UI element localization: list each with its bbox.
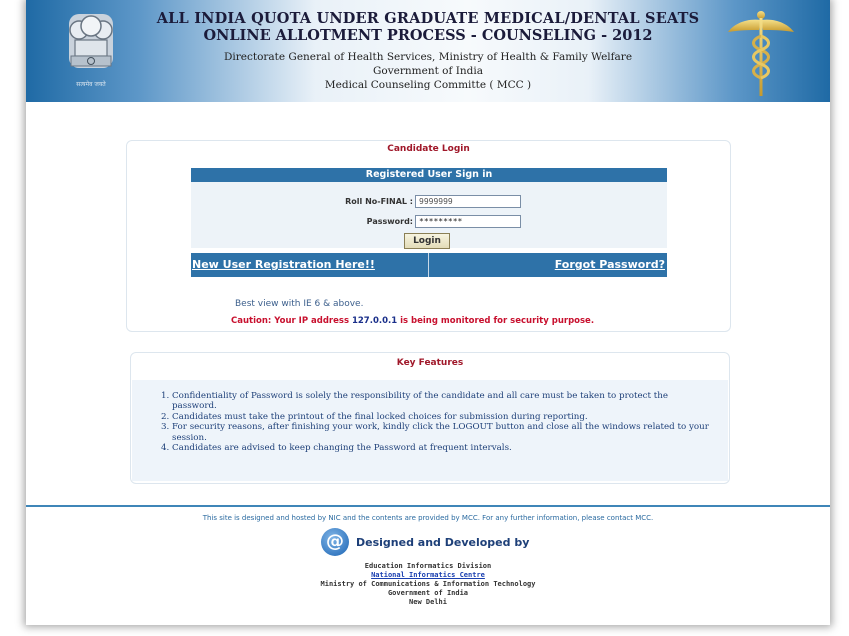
footer-division: Education Informatics Division	[364, 562, 492, 570]
caution-suffix: is being monitored for security purpose.	[397, 316, 595, 326]
roll-no-input[interactable]: 9999999	[415, 195, 521, 208]
at-sign-icon: @	[321, 528, 349, 556]
caution-prefix: Caution: Your IP address	[231, 316, 352, 326]
header-banner	[26, 0, 830, 102]
header-title-line1: ALL INDIA QUOTA UNDER GRADUATE MEDICAL/DENTAL SEATS	[156, 10, 700, 27]
feature-item: 2. Candidates must take the printout of the final locked choices for submission during reporting.	[172, 412, 712, 422]
page-frame	[26, 0, 830, 625]
footer-divider	[26, 505, 830, 507]
caution-ip-address: 127.0.0.1	[351, 316, 398, 326]
header-subtitle-government: Government of India	[373, 65, 483, 77]
footer-city: New Delhi	[409, 598, 447, 606]
sign-in-box	[191, 168, 667, 248]
footer-ministry: Ministry of Communications & Information Technology	[320, 580, 536, 588]
login-button[interactable]: Login	[404, 233, 450, 249]
feature-item: 3. For security reasons, after finishing your work, kindly click the LOGOUT button and close all the windows related to your session.	[172, 422, 712, 443]
key-features-list	[132, 391, 712, 453]
password-input[interactable]: *********	[415, 215, 521, 228]
password-label: Password:	[366, 217, 413, 226]
best-view-note: Best view with IE 6 & above.	[235, 299, 364, 309]
footer-hosting-note: This site is designed and hosted by NIC and the contents are provided by MCC. For any further information, please contact MCC.	[202, 514, 654, 522]
feature-item: 4. Candidates are advised to keep changing the Password at frequent intervals.	[172, 443, 712, 453]
footer-government: Government of India	[387, 589, 469, 597]
candidate-login-panel	[126, 140, 731, 332]
header-title-line2: ONLINE ALLOTMENT PROCESS - COUNSELING - 2012	[203, 27, 653, 44]
footer-nic-link[interactable]	[26, 571, 830, 579]
key-features-body	[132, 380, 728, 481]
header-subtitle-mcc: Medical Counseling Committe ( MCC )	[324, 79, 532, 91]
links-divider	[428, 253, 429, 277]
designed-developed-title: Designed and Developed by	[356, 536, 530, 549]
ip-caution-message	[231, 316, 594, 326]
header-subtitle-ministry: Directorate General of Health Services, Ministry of Health & Family Welfare	[223, 51, 633, 63]
roll-no-label: Roll No-FINAL :	[345, 197, 413, 206]
new-user-registration-link[interactable]: New User Registration Here!!	[192, 258, 375, 271]
account-links-bar	[191, 253, 667, 277]
candidate-login-title: Candidate Login	[387, 144, 470, 154]
emblem-caption: सत्यमेव जयते	[76, 81, 106, 88]
nic-link-text[interactable]: National Informatics Centre	[371, 571, 485, 579]
key-features-panel	[130, 352, 730, 484]
key-features-title: Key Features	[396, 358, 464, 368]
sign-in-heading: Registered User Sign in	[191, 168, 667, 182]
feature-item: 1. Confidentiality of Password is solely the responsibility of the candidate and all care must be taken to protect the password.	[172, 391, 712, 412]
forgot-password-link[interactable]: Forgot Password?	[554, 258, 665, 271]
